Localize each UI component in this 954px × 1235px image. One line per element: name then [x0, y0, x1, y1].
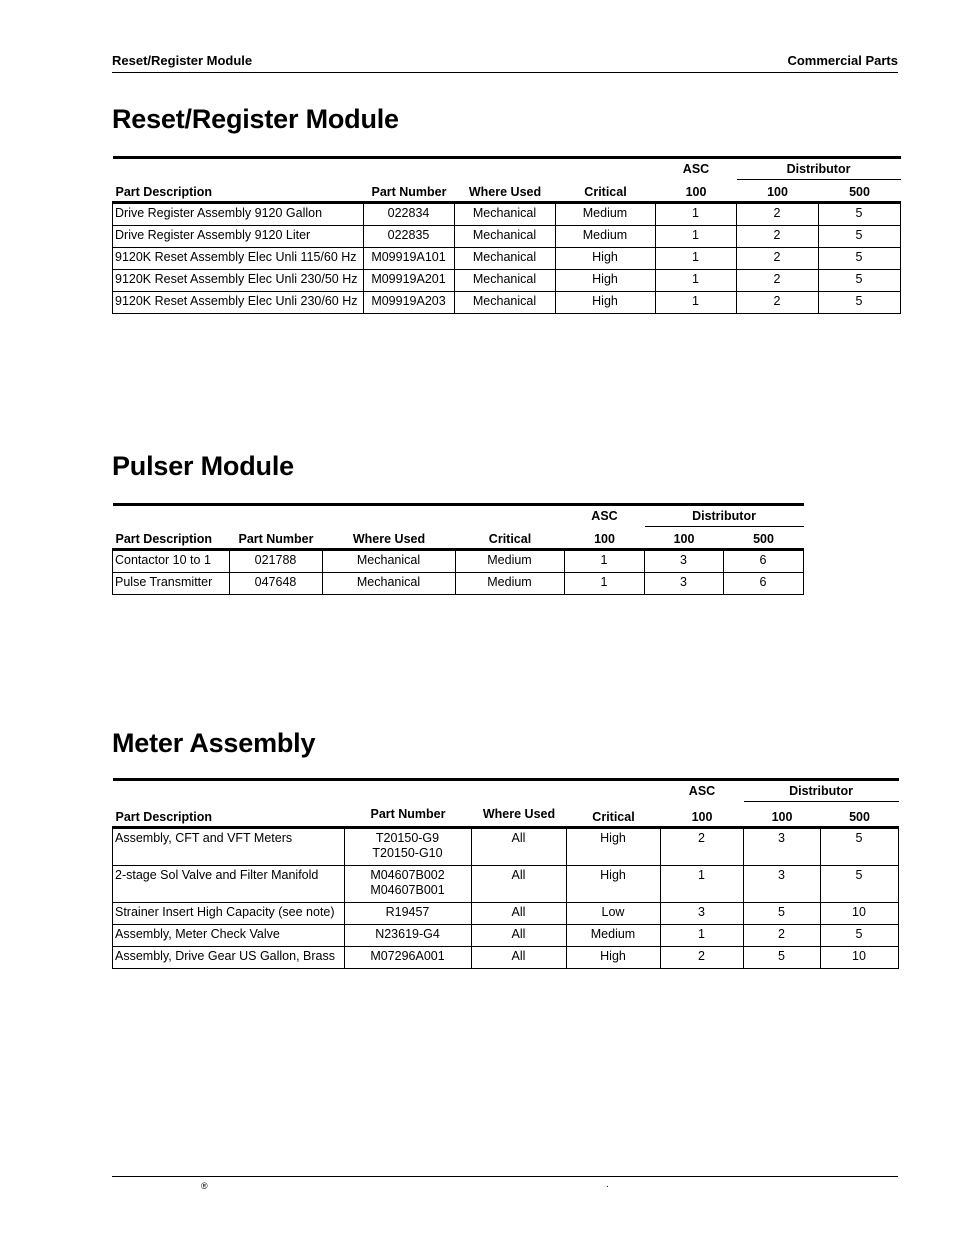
cell-part-line: T20150-G9 — [375, 830, 440, 845]
col-where-used: Where Used — [323, 527, 456, 550]
cell-dist500: 5 — [819, 203, 901, 226]
cell-asc100: 1 — [661, 924, 744, 946]
cell-asc100: 1 — [565, 573, 645, 595]
cell-asc100: 1 — [656, 226, 737, 248]
cell-critical: High — [556, 270, 656, 292]
cell-desc: 9120K Reset Assembly Elec Unli 230/60 Hz — [113, 292, 364, 314]
parts-table-pulser — [112, 503, 804, 595]
col-critical: Critical — [556, 180, 656, 203]
col-dist-500: 500 — [724, 527, 804, 550]
cell-dist500: 5 — [819, 292, 901, 314]
table-row — [113, 946, 899, 968]
cell-critical: Medium — [456, 573, 565, 595]
cell-used: Mechanical — [323, 550, 456, 573]
col-part-description: Part Description — [113, 527, 230, 550]
footer-rule — [112, 1176, 898, 1177]
cell-dist100: 2 — [737, 248, 819, 270]
cell-dist100: 3 — [645, 573, 724, 595]
cell-dist500: 5 — [819, 270, 901, 292]
cell-part: 022835 — [364, 226, 455, 248]
cell-part: M09919A201 — [364, 270, 455, 292]
col-dist-500: 500 — [819, 180, 901, 203]
running-header — [112, 52, 898, 73]
cell-used: All — [472, 827, 567, 865]
col-dist-100: 100 — [737, 180, 819, 203]
cell-asc100: 1 — [661, 865, 744, 902]
header-right: Commercial Parts — [787, 53, 898, 68]
cell-dist100: 2 — [744, 924, 821, 946]
cell-asc100: 1 — [656, 292, 737, 314]
footer-registered-mark: ® — [201, 1181, 208, 1191]
cell-critical: High — [567, 827, 661, 865]
col-distributor: Distributor — [737, 158, 901, 180]
cell-critical: Medium — [456, 550, 565, 573]
cell-asc100: 1 — [565, 550, 645, 573]
cell-dist100: 2 — [737, 226, 819, 248]
section-title-meter-assembly: Meter Assembly — [112, 728, 316, 758]
table-row — [113, 248, 901, 270]
col-part-number: Part Number — [364, 180, 455, 203]
col-distributor: Distributor — [744, 780, 899, 802]
cell-desc: Assembly, Meter Check Valve — [113, 924, 345, 946]
cell-dist100: 2 — [737, 270, 819, 292]
table-row — [113, 270, 901, 292]
col-asc-100: 100 — [656, 180, 737, 203]
table-row — [113, 902, 899, 924]
cell-dist500: 10 — [821, 902, 899, 924]
table-row — [113, 573, 804, 595]
table-row — [113, 550, 804, 573]
cell-part: M09919A101 — [364, 248, 455, 270]
cell-dist100: 5 — [744, 946, 821, 968]
cell-critical: High — [556, 292, 656, 314]
cell-part: 047648 — [230, 573, 323, 595]
table-row — [113, 865, 899, 902]
cell-dist100: 2 — [737, 203, 819, 226]
cell-used: Mechanical — [323, 573, 456, 595]
col-asc-100: 100 — [565, 527, 645, 550]
cell-asc100: 3 — [661, 902, 744, 924]
col-dist-500: 500 — [821, 802, 899, 828]
cell-desc: Contactor 10 to 1 — [113, 550, 230, 573]
col-dist-100: 100 — [744, 802, 821, 828]
cell-dist500: 5 — [821, 924, 899, 946]
cell-critical: High — [567, 946, 661, 968]
col-part-number: Part Number — [345, 802, 472, 828]
cell-part: 021788 — [230, 550, 323, 573]
cell-critical: Low — [567, 902, 661, 924]
col-where-used: Where Used — [455, 180, 556, 203]
col-asc-100: 100 — [661, 802, 744, 828]
cell-part-line: T20150-G10 — [372, 845, 443, 860]
cell-critical: High — [556, 248, 656, 270]
cell-asc100: 2 — [661, 946, 744, 968]
cell-used: Mechanical — [455, 203, 556, 226]
cell-asc100: 1 — [656, 270, 737, 292]
cell-part-line: M04607B002 — [370, 867, 445, 882]
cell-part: 022834 — [364, 203, 455, 226]
cell-part: R19457 — [345, 902, 472, 924]
col-asc: ASC — [656, 158, 737, 180]
cell-critical: Medium — [567, 924, 661, 946]
cell-used: All — [472, 924, 567, 946]
col-critical: Critical — [456, 527, 565, 550]
cell-part: M09919A203 — [364, 292, 455, 314]
col-part-description: Part Description — [113, 802, 345, 828]
cell-desc: Assembly, CFT and VFT Meters — [113, 827, 345, 865]
cell-part: N23619-G4 — [345, 924, 472, 946]
col-where-used: Where Used — [472, 802, 567, 828]
parts-table-meter-assembly — [112, 778, 899, 969]
col-dist-100: 100 — [645, 527, 724, 550]
cell-dist500: 6 — [724, 550, 804, 573]
cell-used: Mechanical — [455, 226, 556, 248]
parts-table-reset-register — [112, 156, 901, 314]
footer-dot: . — [606, 1179, 609, 1190]
table-row — [113, 292, 901, 314]
cell-dist100: 3 — [645, 550, 724, 573]
cell-desc: 2-stage Sol Valve and Filter Manifold — [113, 865, 345, 902]
cell-desc: 9120K Reset Assembly Elec Unli 115/60 Hz — [113, 248, 364, 270]
cell-asc100: 1 — [656, 203, 737, 226]
table-row — [113, 226, 901, 248]
cell-dist500: 5 — [821, 865, 899, 902]
cell-dist500: 6 — [724, 573, 804, 595]
section-title-pulser: Pulser Module — [112, 451, 294, 481]
header-left: Reset/Register Module — [112, 53, 253, 68]
col-distributor: Distributor — [645, 505, 804, 527]
cell-part — [345, 827, 472, 865]
cell-dist500: 5 — [819, 226, 901, 248]
cell-dist100: 3 — [744, 827, 821, 865]
cell-critical: Medium — [556, 226, 656, 248]
cell-used: Mechanical — [455, 270, 556, 292]
table-row — [113, 827, 899, 865]
cell-used: All — [472, 865, 567, 902]
cell-critical: Medium — [556, 203, 656, 226]
cell-desc: Drive Register Assembly 9120 Gallon — [113, 203, 364, 226]
cell-used: Mechanical — [455, 292, 556, 314]
cell-dist500: 5 — [819, 248, 901, 270]
cell-part: M07296A001 — [345, 946, 472, 968]
table-row — [113, 203, 901, 226]
col-part-number: Part Number — [230, 527, 323, 550]
cell-dist500: 10 — [821, 946, 899, 968]
cell-desc: Pulse Transmitter — [113, 573, 230, 595]
col-asc: ASC — [565, 505, 645, 527]
col-part-description: Part Description — [113, 180, 364, 203]
cell-dist100: 2 — [737, 292, 819, 314]
cell-desc: 9120K Reset Assembly Elec Unli 230/50 Hz — [113, 270, 364, 292]
cell-used: All — [472, 902, 567, 924]
cell-critical: High — [567, 865, 661, 902]
col-critical: Critical — [567, 802, 661, 828]
table-row — [113, 924, 899, 946]
cell-asc100: 1 — [656, 248, 737, 270]
col-asc: ASC — [661, 780, 744, 802]
cell-used: Mechanical — [455, 248, 556, 270]
cell-dist100: 5 — [744, 902, 821, 924]
cell-desc: Drive Register Assembly 9120 Liter — [113, 226, 364, 248]
cell-dist500: 5 — [821, 827, 899, 865]
cell-part — [345, 865, 472, 902]
cell-asc100: 2 — [661, 827, 744, 865]
cell-used: All — [472, 946, 567, 968]
section-title-reset-register: Reset/Register Module — [112, 104, 399, 134]
cell-dist100: 3 — [744, 865, 821, 902]
cell-desc: Assembly, Drive Gear US Gallon, Brass — [113, 946, 345, 968]
cell-desc: Strainer Insert High Capacity (see note) — [113, 902, 345, 924]
cell-part-line: M04607B001 — [370, 882, 445, 897]
